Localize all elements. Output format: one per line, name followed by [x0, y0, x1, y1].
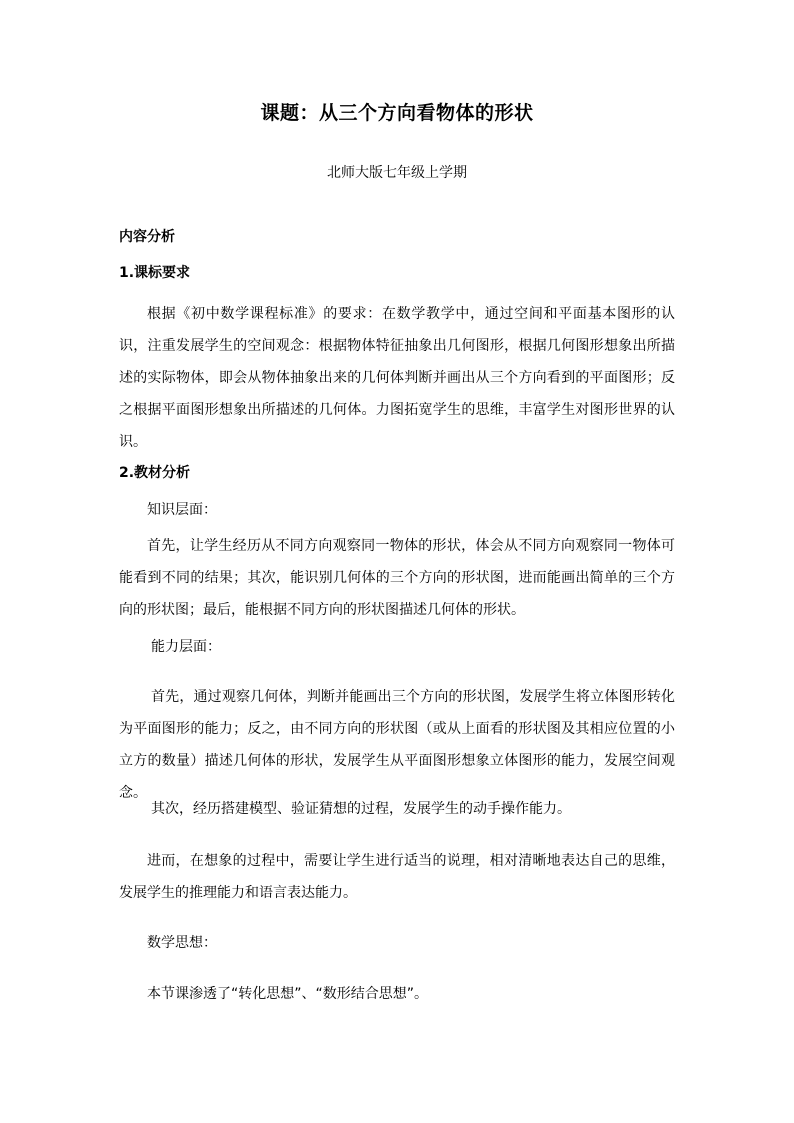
paragraph-ability-level-3: 进而，在想象的过程中，需要让学生进行适当的说理，相对清晰地表达自己的思维，发展学生的推理能力和语言表达能力。: [119, 853, 675, 901]
paragraph-curriculum-requirements: 根据《初中数学课程标准》的要求：在数学教学中，通过空间和平面基本图形的认识，注重发展学生的空间观念：根据物体特征抽象出几何图形，根据几何图形想象出所描述的实际物体，即会从物体抽象出来的几何体判断并画出从三个方向看到的平面图形；反之根据平面图形想象出所描述的几何体。力图拓宽学生的思维，丰富学生对图形世界的认识。: [119, 306, 675, 450]
paragraph-ability-level-1: 首先，通过观察几何体，判断并能画出三个方向的形状图，发展学生将立体图形转化为平面图形的能力；反之，由不同方向的形状图（或从上面看的形状图及其相应位置的小立方的数量）描述几何体的形状，发展学生从平面图形想象立体图形的能力，发展空间观念。: [119, 689, 675, 801]
paragraph-math-thinking: 本节课渗透了“转化思想”、“数形结合思想”。: [147, 986, 429, 1002]
heading-textbook-analysis: 2.教材分析: [119, 465, 191, 481]
page-subtitle: 北师大版七年级上学期: [327, 165, 467, 181]
label-knowledge-level: 知识层面：: [147, 502, 217, 518]
label-math-thinking: 数学思想：: [147, 935, 217, 951]
page-title: 课题：从三个方向看物体的形状: [260, 102, 534, 124]
label-ability-level: 能力层面：: [151, 639, 221, 655]
paragraph-ability-level-2: 其次，经历搭建模型、验证猜想的过程，发展学生的动手操作能力。: [151, 801, 571, 817]
paragraph-knowledge-level: 首先，让学生经历从不同方向观察同一物体的形状，体会从不同方向观察同一物体可能看到不同的结果；其次，能识别几何体的三个方向的形状图，进而能画出简单的三个方向的形状图；最后，能根据不同方向的形状图描述几何体的形状。: [119, 538, 675, 618]
section-heading-content-analysis: 内容分析: [119, 229, 175, 245]
heading-curriculum-requirements: 1.课标要求: [119, 265, 191, 281]
